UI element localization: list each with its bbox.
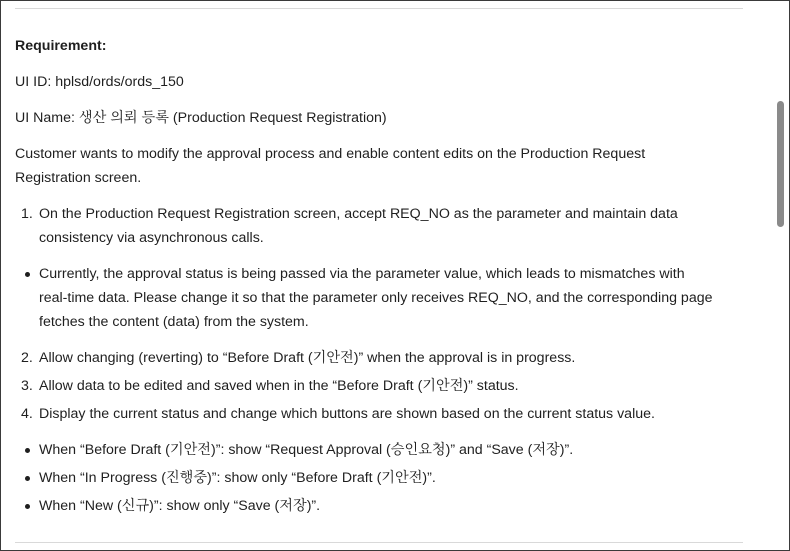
requirement-title: Requirement: (15, 38, 107, 54)
list-item-text-line-1: Currently, the approval status is being passed via the parameter value, which leads to mismatches with (39, 266, 685, 282)
list-item-text-line-2: real-time data. Please change it so that the parameter only receives REQ_NO, and the corresponding page (39, 290, 713, 306)
list-item-text-line-2: consistency via asynchronous calls. (39, 230, 264, 246)
list-item-2 (15, 346, 745, 370)
bullet-icon (25, 272, 30, 277)
bullet-item-new (15, 494, 745, 518)
list-item-text: Allow changing (reverting) to “Before Draft (기안전)” when the approval is in progress. (39, 350, 576, 366)
list-item-text: When “In Progress (진행중)”: show only “Before Draft (기안전)”. (39, 470, 436, 486)
top-divider (15, 8, 743, 9)
list-number: 3. (21, 378, 33, 394)
list-item-text: When “New (신규)”: show only “Save (저장)”. (39, 498, 321, 514)
ui-name: UI Name: 생산 의뢰 등록 (Production Request Registration) (15, 110, 387, 126)
list-number: 2. (21, 350, 33, 366)
bullet-icon (25, 476, 30, 481)
vertical-scrollbar[interactable] (776, 1, 785, 550)
list-item-text: Allow data to be edited and saved when in the “Before Draft (기안전)” status. (39, 378, 519, 394)
ui-id: UI ID: hplsd/ords/ords_150 (15, 74, 184, 90)
scrollbar-thumb[interactable] (777, 101, 784, 227)
bottom-divider (15, 542, 743, 543)
list-number: 4. (21, 406, 33, 422)
bullet-item-before-draft (15, 438, 745, 462)
bullet-item-approval-parameter (15, 262, 745, 334)
intro-text-line-2: Registration screen. (15, 170, 142, 186)
list-item-text-line-3: fetches the content (data) from the system. (39, 314, 309, 330)
bullet-item-in-progress (15, 466, 745, 490)
list-item-4 (15, 402, 745, 426)
list-number: 1. (21, 206, 33, 222)
list-item-text: When “Before Draft (기안전)”: show “Request Approval (승인요청)” and “Save (저장)”. (39, 442, 574, 458)
list-item-text: Display the current status and change which buttons are shown based on the current status value. (39, 406, 655, 422)
list-item-1 (15, 202, 745, 250)
bullet-icon (25, 448, 30, 453)
list-item-text-line-1: On the Production Request Registration screen, accept REQ_NO as the parameter and maintain data (39, 206, 678, 222)
bullet-icon (25, 504, 30, 509)
intro-text-line-1: Customer wants to modify the approval process and enable content edits on the Production Request (15, 146, 646, 162)
list-item-3 (15, 374, 745, 398)
